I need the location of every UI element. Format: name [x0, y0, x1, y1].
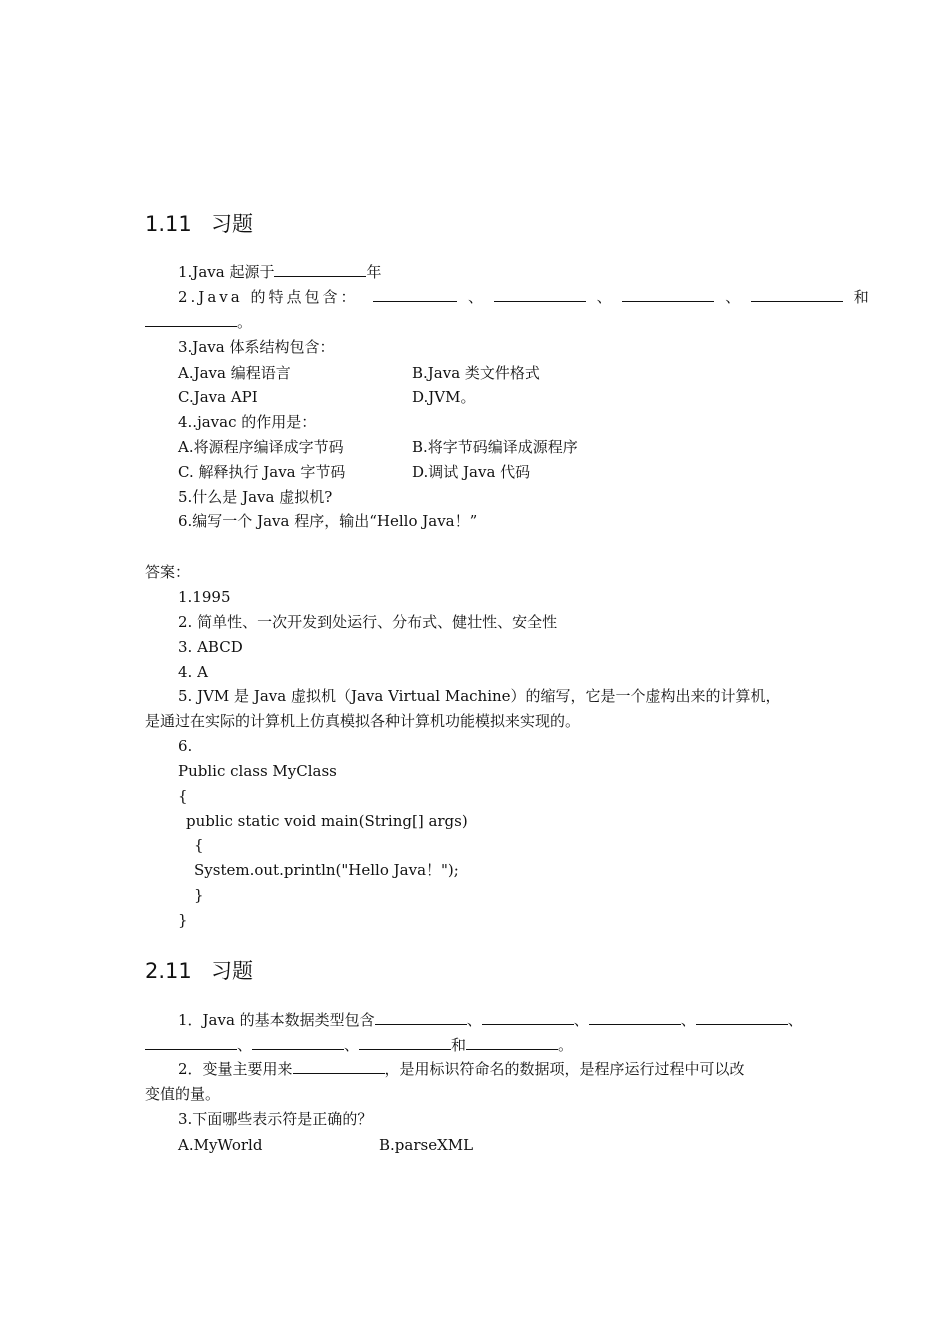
question-text: 1.Java 起源于 [178, 263, 275, 281]
answer-blank [696, 1011, 788, 1025]
answer-blank [252, 1036, 344, 1050]
separator: 、 [787, 1011, 803, 1029]
answer-2: 2. 简单性、一次开发到处运行、分布式、健壮性、安全性 [178, 613, 558, 631]
option-b: B.parseXML [379, 1136, 474, 1154]
option-b: B.将字节码编译成源程序 [412, 438, 578, 456]
question-2 [178, 287, 869, 307]
answer-blank [466, 1036, 558, 1050]
code-line: } [178, 911, 188, 929]
answer-blank [274, 263, 366, 277]
section-number: 2.11 [145, 959, 192, 983]
question-5: 5.什么是 Java 虚拟机? [178, 488, 333, 506]
answer-blank [375, 1011, 467, 1025]
code-line: Public class MyClass [178, 762, 337, 780]
code-line: System.out.println("Hello Java！"); [194, 861, 459, 879]
s2-question-3: 3.下面哪些表示符是正确的？ [178, 1110, 373, 1128]
question-2-continued [145, 312, 252, 332]
separator: 、 [237, 1036, 253, 1054]
question-4: 4..javac 的作用是： [178, 413, 317, 431]
question-1 [178, 262, 381, 282]
answer-blank [751, 288, 843, 302]
answer-blank [359, 1036, 451, 1050]
question-6: 6.编写一个 Java 程序，输出“Hello Java！” [178, 512, 478, 530]
option-a: A.Java 编程语言 [178, 364, 291, 382]
section-heading-1 [145, 211, 253, 237]
separator: 、 [573, 1011, 589, 1029]
period: 。 [237, 313, 253, 331]
answer-4: 4. A [178, 663, 208, 681]
answer-blank [145, 1036, 237, 1050]
section-title: 习题 [211, 212, 253, 236]
s2-question-2 [178, 1059, 745, 1079]
option-d: D.调试 Java 代码 [412, 463, 531, 481]
option-c: C. 解释执行 Java 字节码 [178, 463, 346, 481]
question-3: 3.Java 体系结构包含： [178, 338, 335, 356]
answer-1: 1.1995 [178, 588, 231, 606]
conjunction: 和 [451, 1036, 467, 1054]
separator: 、 [466, 1011, 482, 1029]
answer-blank [482, 1011, 574, 1025]
conjunction: 和 [853, 288, 869, 306]
s2-question-1-continued [145, 1035, 573, 1055]
code-line: { [178, 787, 188, 805]
answer-3: 3. ABCD [178, 638, 243, 656]
question-text: 2．变量主要用来 [178, 1060, 293, 1078]
separator: 、 [468, 288, 484, 306]
code-line: { [194, 836, 204, 854]
answer-blank [373, 288, 457, 302]
answer-5-line-2: 是通过在实际的计算机上仿真模拟各种计算机功能模拟来实现的。 [145, 712, 581, 730]
separator: 、 [344, 1036, 360, 1054]
option-c: C.Java API [178, 388, 258, 406]
option-a: A.将源程序编译成字节码 [178, 438, 344, 456]
answer-6: 6. [178, 737, 193, 755]
question-text: 年 [366, 263, 382, 281]
answers-label: 答案： [145, 563, 191, 581]
answer-blank [293, 1060, 385, 1074]
section-number: 1.11 [145, 212, 192, 236]
answer-blank [622, 288, 714, 302]
section-title: 习题 [211, 959, 253, 983]
code-line: } [194, 886, 204, 904]
code-line: public static void main(String[] args) [186, 812, 468, 830]
separator: 、 [725, 288, 741, 306]
answer-blank [145, 313, 237, 327]
separator: 、 [680, 1011, 696, 1029]
question-text: 1．Java 的基本数据类型包含 [178, 1011, 375, 1029]
option-b: B.Java 类文件格式 [412, 364, 540, 382]
option-d: D.JVM。 [412, 388, 476, 406]
section-heading-2 [145, 958, 253, 984]
option-a: A.MyWorld [178, 1136, 263, 1154]
answer-5-line-1: 5. JVM 是 Java 虚拟机（Java Virtual Machine）的缩写，它是一个虚构出来的计算机， [178, 687, 781, 705]
question-text: ，是用标识符命名的数据项，是程序运行过程中可以改 [384, 1060, 745, 1078]
question-text: 2.Java 的特点包含： [178, 288, 359, 306]
s2-question-2-continued: 变值的量。 [145, 1085, 221, 1103]
answer-blank [589, 1011, 681, 1025]
period: 。 [558, 1036, 574, 1054]
answer-blank [494, 288, 586, 302]
separator: 、 [596, 288, 612, 306]
s2-question-1 [178, 1010, 803, 1030]
